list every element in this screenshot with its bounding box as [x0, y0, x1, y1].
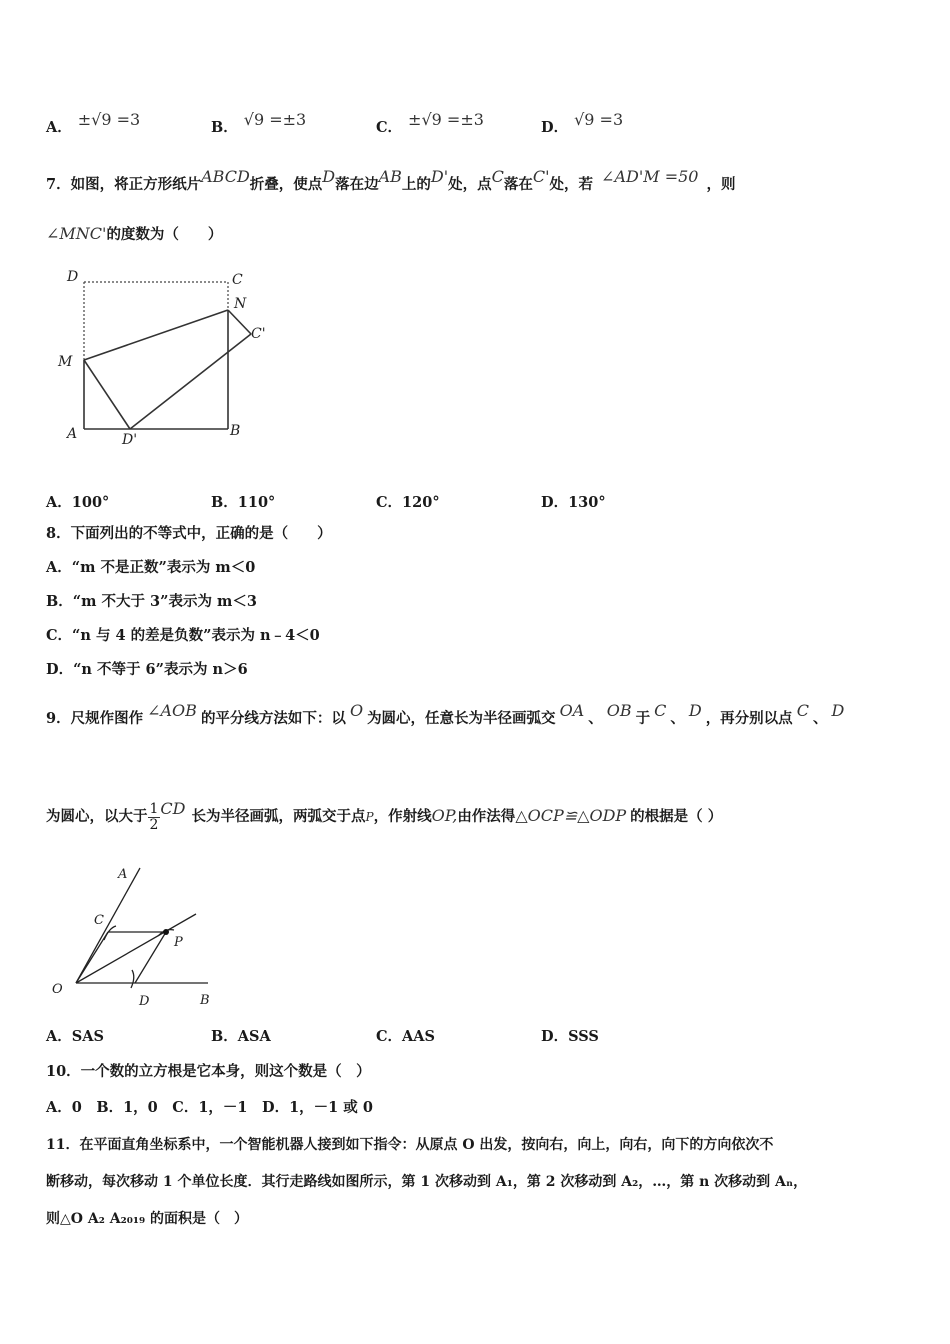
q7-label-m: M [58, 354, 73, 370]
q7-label-b: B [230, 423, 241, 439]
q7-label-c-prime: C' [251, 326, 266, 342]
q6-option-c: C． ±√9 =±3 [376, 110, 484, 136]
q6-option-d: D． √9 =3 [541, 110, 624, 136]
q10-options: A．0 B．1，0 C．1，－1 D．1，－1 或 0 [46, 1099, 373, 1116]
q9-label-p: P [174, 935, 183, 950]
q7-stem: 7．如图，将正方形纸片ABCD折叠，使点D落在边AB上的D'处，点C落在C'处，若 ∠AD'M =50 ，则 [46, 167, 736, 193]
q9-option-b: B．ASA [211, 1028, 271, 1045]
q8-option-c: C．“n 与 4 的差是负数”表示为 n﹣4＜0 [46, 627, 320, 644]
q9-fraction: $\frac{1}{2}$ [149, 800, 159, 833]
q7-label-d: D [67, 269, 79, 285]
q9-figure [46, 860, 226, 1010]
q9-option-c: C．AAS [376, 1028, 436, 1045]
q7-option-d: D．130° [541, 494, 606, 511]
q9-stem-line2: 为圆心，以大于 $\frac{1}{2}$ CD 长为半径画弧，两弧交于点P，作射线OP,由作法得△OCP≌△ODP 的根据是（ ） [46, 799, 723, 833]
q7-square-dotted [84, 282, 228, 360]
q6-option-a: A． ±√9 =3 [46, 110, 141, 136]
q9-label-a: A [118, 867, 128, 882]
q7-stem-line2: ∠MNC'的度数为（ ） [46, 224, 223, 243]
q8-stem: 8．下面列出的不等式中，正确的是（ ） [46, 525, 332, 542]
q11-stem-line2: 断移动，每次移动 1 个单位长度．其行走路线如图所示，第 1 次移动到 A₁，第 2 次移动到 A₂，…，第 n 次移动到 Aₙ， [46, 1174, 808, 1190]
q9-stem: 9．尺规作图作 ∠AOB 的平分线方法如下：以 O 为圆心，任意长为半径画弧交 OA 、 OB 于 C 、 D ，再分别以点 C 、 D [46, 701, 845, 727]
q9-label-o: O [52, 982, 63, 997]
q7-option-c: C．120° [376, 494, 440, 511]
q7-label-a: A [67, 426, 78, 442]
q10-stem: 10．一个数的立方根是它本身，则这个数是（ ） [46, 1063, 371, 1080]
q7-label-d-prime: D' [122, 432, 138, 448]
q6-option-b: B． √9 =±3 [211, 110, 307, 136]
q9-construction-lines [76, 868, 208, 988]
q7-label-n: N [234, 296, 247, 312]
q9-option-a: A．SAS [46, 1028, 104, 1045]
q9-point-p [163, 929, 169, 935]
q7-label-c: C [232, 272, 243, 288]
q9-label-d: D [139, 994, 150, 1009]
q7-option-a: A．100° [46, 494, 110, 511]
q9-option-d: D．SSS [541, 1028, 599, 1045]
q11-stem-line1: 11．在平面直角坐标系中，一个智能机器人接到如下指令：从原点 O 出发，按向右，向上，向右，向下的方向依次不 [46, 1137, 774, 1153]
q9-label-c: C [94, 913, 104, 928]
q8-option-d: D．“n 不等于 6”表示为 n＞6 [46, 661, 248, 678]
q11-stem-line3: 则△O A₂ A₂₀₁₉ 的面积是（ ） [46, 1211, 248, 1227]
q9-label-b: B [200, 993, 210, 1008]
q7-option-b: B．110° [211, 494, 276, 511]
q8-option-b: B．“m 不大于 3”表示为 m＜3 [46, 593, 257, 610]
q8-option-a: A．“m 不是正数”表示为 m＜0 [46, 559, 256, 576]
q7-shape-lines [84, 310, 251, 429]
q7-figure [55, 262, 285, 457]
